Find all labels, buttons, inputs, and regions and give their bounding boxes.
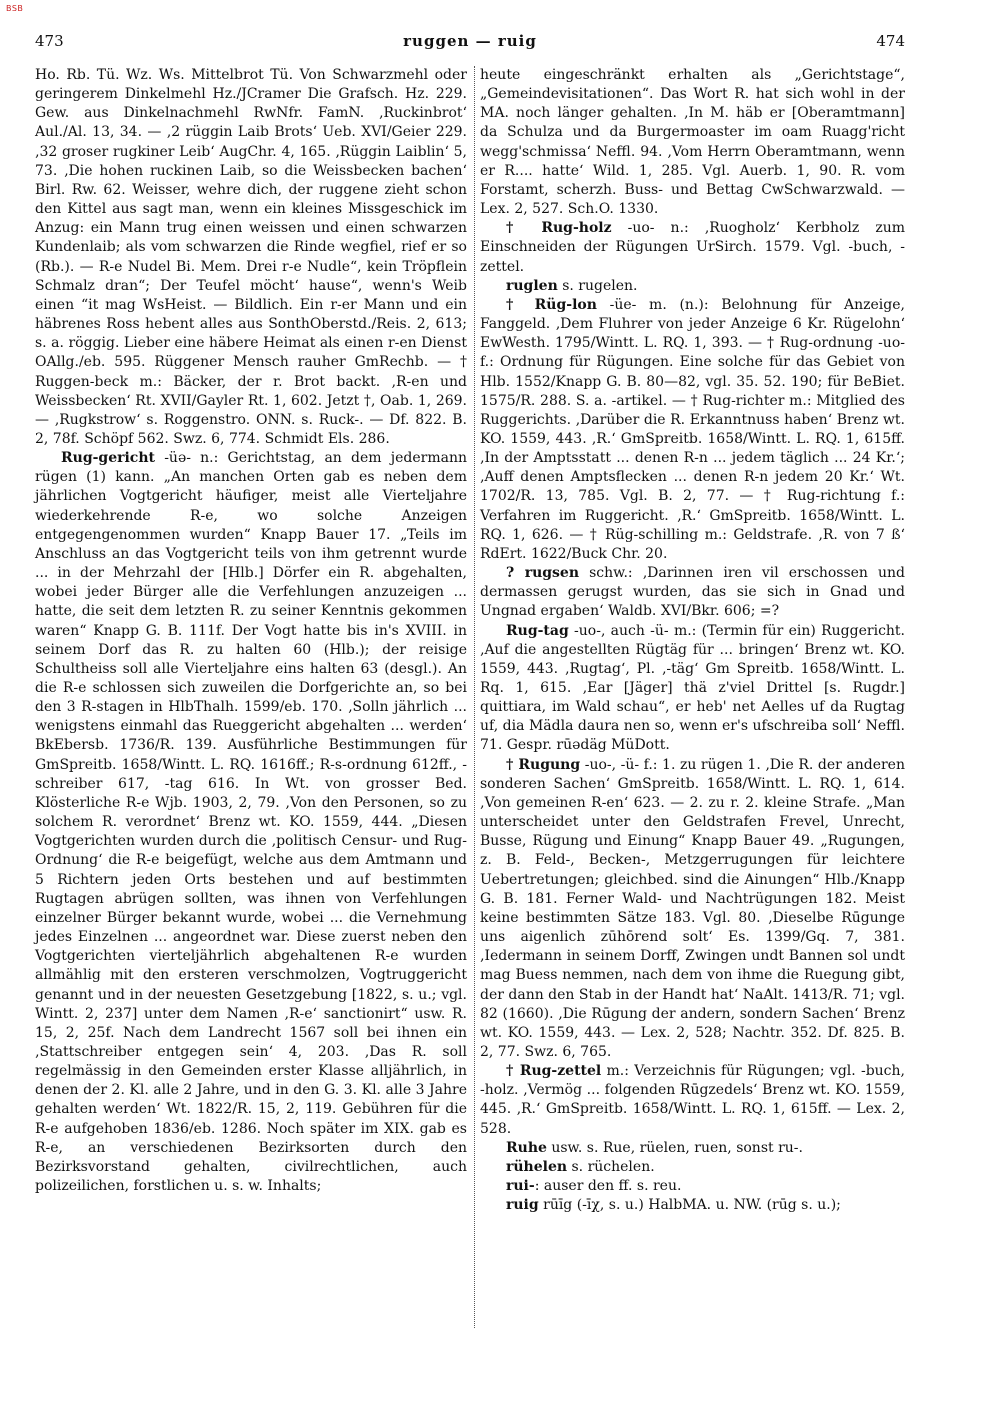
entry-rug-holz: † Rug-holz -uo- n.: ‚Ruogholz‘ Kerbholz zum Einschneiden der Rügungen UrSirch. 1579. Vgl. -buch, -zettel. [480,220,905,275]
entry-rug-tag: Rug-tag -uo-, auch -ü- m.: (Termin für ein) Ruggericht. ‚Auf die angestellten Rügtäg für ... bringen‘ Brenz wt. KO. 1559, 443. ‚Rugtag‘, Pl. ‚-täg‘ Gm Spreitb. 1658/Wintt. L. Rq. 1, 615. ‚Ear [Jäger] thä z'viel Drittel [s. Rugdr.] quittiara, im Wald schau“, er heb' net Aelles uf da Rugtag uf, dia Mädla daura nen so, wenn er's ufschreiba soll‘ Neffl. 71. Gespr. rūədäg MüDott. [480,622,905,754]
entry-rugsen: ? rugsen schw.: ‚Darinnen iren vil erschossen und dermassen gerugst wurden, das sie sich in Gnad und Ungnad ergaben‘ Waldb. XVI/Bkr. 606; =? [480,565,906,620]
library-stamp: BSB [6,4,24,13]
column-divider [474,66,475,1328]
page-number-right: 474 [876,32,905,50]
entry-rugung: † Rugung -uo-, -ü- f.: 1. zu rügen 1. ‚Die R. der anderen sonderen Sachen‘ GmSpreitb. 1658/Wintt. L. RQ. 1, 614. ‚Von gemeinen R-en‘ 623. — 2. zu r. 2. kleine Strafe. „Man unterscheidet unter den Geldstrafen Frevel, Unrecht, Busse, Rügung und Einung“ Knapp Bauer 49. „Rugungen, z. B. Feld-, Becken-, Metzgerrugungen für leichtere Uebertretungen; gleichbed. sind die Ainungen“ Hlb./Knapp G. B. 181. Ferner Wald- und Nachtrügungen 182. Meist keine bestimmten Sätze 183. Vgl. 80. ‚Dieselbe Rūgunge uns aigenlich zūhōrend solt‘ Es. 1399/Gq. 7, 381. ‚Iedermann in seinem Dorff, Zwingen undt Bannen sol undt mag Buess nemmen, nach dem von ihme die Ruegung gibt, der dann den Stab in der Handt hat‘ NaAlt. 1413/R. 71; vgl. 82 (1660). ‚Die Rūgung der andern, sondern Sachen‘ Brenz wt. KO. 1559, 443. — Lex. 2, 528; Nachtr. 352. Df. 825. B. 2, 77. Swz. 6, 765. [480,756,905,1060]
entry-ruehelen: rühelen s. rüchelen. [506,1158,655,1175]
entry-ruglen: ruglen s. rugelen. [506,277,638,294]
entry-rug-zettel: † Rug-zettel m.: Verzeichnis für Rügungen; vgl. -buch, -holz. ‚Vermög ... folgenden Rūgzedels‘ Brenz wt. KO. 1559, 445. ‚R.‘ GmSpreitb. 1658/Wintt. L. RQ. 1, 615ff. — Lex. 2, 528. [480,1063,905,1137]
running-title: ruggen — ruig [403,32,537,50]
entry-rug-gericht: Rug-gericht -üə- n.: Gerichtstag, an dem jedermann rügen (1) kann. „An manchen Orten gab es neben dem jährlichen Vogtgericht häufiger, meist alle Vierteljahre wiederkehrende R-e, wo solche Anzeigen entgegengenommen wurden“ Knapp Bauer 17. „Teils im Anschluss an das Vogtgericht teils von ihm getrennt wurde ... in der Mehrzahl der [Hlb.] Dörfer ein R. abgehalten, wobei jeder Bürger alle die Verfehlungen anzuzeigen ... hatte, die seit dem letzten R. zu seiner Kenntnis gekommen waren“ Knapp G. B. 111f. Der Vogt hatte bis in's XVIII. in seinem Dorf das R. zu halten 60 (Hlb.); der reisige Schultheiss soll alle Vierteljahre eins halten 63 (desgl.). An die R-e schlossen sich zuweilen die Dorfgerichte an, so bei den 3 R-stagen in HlbThalh. 1599/eb. 170. ‚Solln jährlich ... wenigstens einmahl das Rueggericht abgehalten ... werden‘ BkEbersb. 1736/R. 139. Ausführliche Bestimmungen für GmSpreitb. 1658/Wintt. L. RQ. 1616ff.; R-s-ordnung 612ff., -schreiber 617, -tag 616. In Wt. von grosser Bed. Klösterliche R-e Wjb. 1903, 2, 79. ‚Von den Personen, so zu solchem R. verordnet‘ Brenz wt. KO. 1559, 444. „Diesen Vogtgerichten wurden durch die ‚politisch Censur- und Rug-Ordnung‘ die R-e beigefügt, welche aus dem Amtmann und 5 Richtern jeden Orts bestehen und auf bestimmten Rugtagen abrügen sollten, was ihnen von Verfehlungen einzelner Bürger bekannt wurde, wobei ... die Vernehmung jedes Einzelnen ... angeordnet war. Diese zuerst neben den Vogtgerichten vierteljährlich abgehaltenen R-e wurden allmählig mit den ersteren verschmolzen, Vogtruggericht genannt und in der neuesten Gesetzgebung [1822, s. u.; vgl. Wintt. 2, 237] unter dem Namen ‚R-e‘ sanctionirt“ usw. R. 15, 2, 25f. Nach dem Landrecht 1567 soll bei ihnen ein ‚Stattschreiber entgegen sein‘ 4, 203. ‚Das R. soll regelmässig in den Gemeinden erster Klasse alljährlich, in denen der 2. Kl. alle 2 Jahre, und in den G. 3. Kl. alle 3 Jahre gehalten werden‘ Wt. 1822/R. 15, 2, 119. Gebühren für die R-e aufgehoben 1836/eb. 1286. Noch später im XIX. gab es R-e, an verschiedenen Bezirksorten durch den Bezirksvorstand gehalten, civilrechtlichen, auch polizeilichen, forstlichen u. s. w. Inhalts; [35,450,467,1195]
entry-rug-lon: † Rüg-lon -üe- m. (n.): Belohnung für Anzeige, Fanggeld. ‚Dem Fluhrer von jeder Anzeige 6 Kr. Rügelohn‘ EwWesth. 1795/Wintt. L. RQ. 1, 393. — † Rug-ordnung -uo- f.: Ordnung für Rügungen. Eine solche für das Gebiet von Hlb. 1552/Knapp G. B. 80—82, vgl. 35. 52. 190; für BeBiet. 1575/R. 288. S. a. -artikel. — † Rug-richter m.: Mitglied des Ruggerichts. ‚Darüber die R. Erkanntnuss haben‘ Brenz wt. KO. 1559, 443. ‚R.‘ GmSpreitb. 1658/Wintt. L. RQ. 1, 615ff. ‚In der Amptsstatt ... denen R-n ... jedem täglich ... 24 Kr.‘; ‚Auff denen Amptsflecken ... denen R-n jedem 20 Kr.‘ Wt. 1702/R. 13, 785. Vgl. B. 2, 77. — † Rug-richtung f.: Verfahren im Ruggericht. ‚R.‘ GmSpreitb. 1658/Wintt. L. RQ. 1, 626. — † Rüg-schilling m.: Geldstrafe. ‚R. von 7 ß‘ RdErt. 1622/Buck Chr. 20. [480,296,905,562]
left-column [35,66,467,1196]
right-column [480,66,905,1215]
entry-ruhe: Ruhe usw. s. Rue, rüelen, ruen, sonst ru-. [506,1139,803,1156]
entry-ruig: ruig rūīg (-īχ, s. u.) HalbMA. u. NW. (rūg s. u.); [506,1197,841,1214]
page-number-left: 473 [35,32,64,50]
entry-continuation-ruggen: Ho. Rb. Tü. Wz. Ws. Mittelbrot Tü. Von Schwarzmehl oder geringerem Dinkelmehl Hz./JCramer Die Grafsch. Hz. 229. Gew. aus Dinkelnachmehl RwNfr. FamN. ‚Ruckinbrot‘ Aul./Al. 13, 34. — ‚2 rüggin Laib Brots‘ Ueb. XVI/Geier 229. ‚32 groser rugkiner Leib‘ AugChr. 4, 165. ‚Rüggin Laiblin‘ 5, 73. ‚Die hohen ruckinen Laib, so die Weissbecken bachen‘ Birl. Rw. 62. Weisser, wehre dich, der ruggene zieht schon den Kittel aus sagt man, wenn ein kleines Missgeschick im Anzug: ein Mann trug einen weissen und einen schwarzen Kundenlaib; als vom schwarzen die Rinde wegfiel, rief er so (Rb.). — R-e Nudel Bi. Mem. Drei r-e Nudle“, kein Tröpflein Schmalz dran“; Der Teufel möcht‘ hause“, wenn's Weib einen “it mag WsHeist. — Bildlich. Ein r-er Mann und ein häbrenes Ross hebent alles aus SonthOberstd./Reis. 2, 613; s. a. röggig. Lieber eine häbere Heimat als einen r-en Dienst OAllg./eb. 595. Rüggener Mensch rauher GmRechb. — † Ruggen-beck m.: Bäcker, der r. Brot backt. ‚R-en und Weissbecken‘ Rt. XVII/Gayler Rt. 1, 602. Jetzt †, Oab. 1, 269. — ‚Rugkstrow‘ s. Roggenstro. ONN. s. Ruck-. — Df. 822. B. 2, 78f. Schöpf 562. Swz. 6, 774. Schmidt Els. 286. [35,67,467,447]
entry-continuation-rug-gericht: heute eingeschränkt erhalten als „Gerichtstage“, „Gemeindevisitationen“. Das Wort R. hat sich wohl in der MA. noch länger gehalten. ‚In M. häb er [Oberamtmann] da Schulza und da Burgermoaster im oam Ruagg'richt wegg'schmissa‘ Neffl. 94. ‚Vom Herrn Oberamtmann, wenn er R.... hatte‘ Wild. 1, 285. Vgl. Auerb. 1, 90. R. vom Forstamt, scherzh. Buss- und Bettag CwSchwarzwald. — Lex. 2, 527. Sch.O. 1330. [480,67,905,218]
page-header [35,30,905,54]
entry-rui: rui-: auser den ff. s. reu. [506,1178,682,1195]
